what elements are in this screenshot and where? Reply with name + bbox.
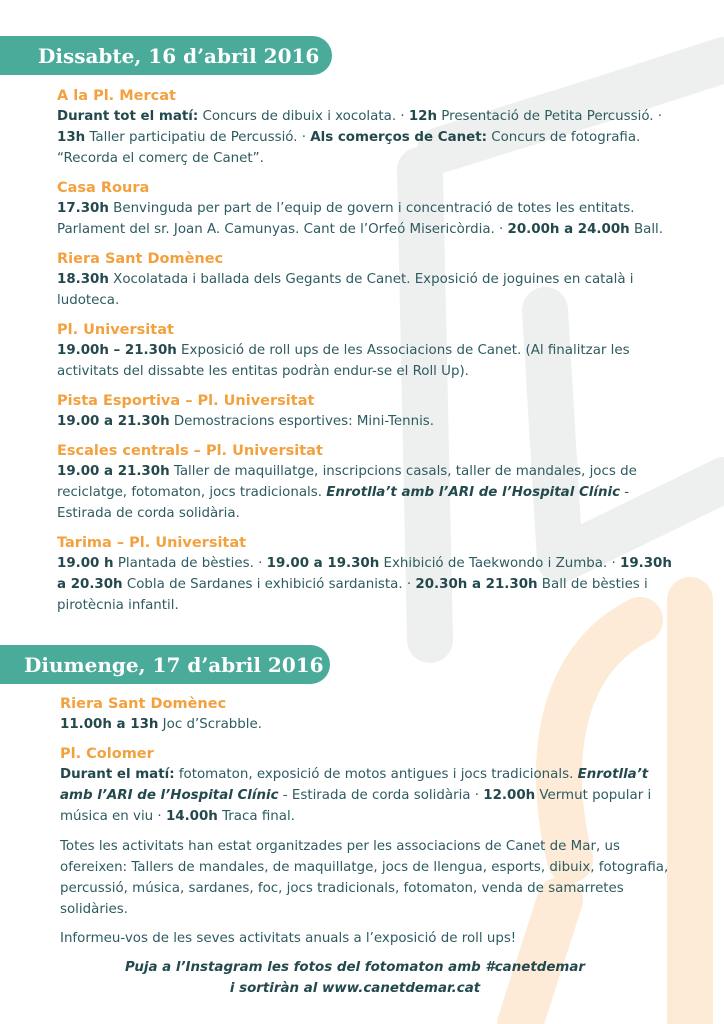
day1-event-details [57, 461, 677, 524]
time-label: 11.00h a 13h [60, 717, 159, 732]
event-text: Taller de maquillatge, inscripcions casals, taller de mandales, jocs de reciclatge, fotomaton, jocs tradicionals. [57, 464, 637, 500]
time-label: 19.00 a 21.30h [57, 414, 170, 429]
footer-line-1: Puja a l’Instagram les fotos del fotomaton amb #canetdemar [125, 960, 585, 975]
day1-event-details [57, 198, 677, 240]
day2-location-heading: Pl. Colomer [60, 746, 154, 762]
time-label: Als comerços de Canet: [310, 130, 487, 145]
time-label: 20.00h a 24.00h [507, 222, 630, 237]
day1-location-heading: Tarima – Pl. Universitat [57, 535, 247, 551]
time-label: 13h [57, 130, 86, 145]
time-label: Durant tot el matí: [57, 109, 199, 124]
day2-section [60, 694, 680, 999]
time-label: 19.00 a 21.30h [57, 464, 170, 479]
time-label: Durant el matí: [60, 767, 175, 782]
event-text: Presentació de Petita Percussió. · [437, 109, 663, 124]
time-label: 18.30h [57, 272, 109, 287]
event-text: Exposició de roll ups de les Associacions de Canet. (Al finalitzar les activitats del dissabte les entitas podràn endur-se el Roll Up). [57, 343, 630, 379]
time-label: 20.30h a 21.30h [415, 577, 538, 592]
day2-event-details [60, 714, 680, 735]
event-text: Ball. [629, 222, 664, 237]
time-label: 19.30h a 20.30h [57, 556, 672, 592]
event-text: Benvinguda per part de l’equip de govern i concentració de totes les entitats. Parlament del sr. Joan A. Camunyas. Cant de l’Orfeó Misericòrdia. · [57, 201, 635, 237]
day1-event-details [57, 411, 677, 432]
event-text: Taller participatiu de Percussió. · [85, 130, 311, 145]
event-text: Concurs de dibuix i xocolata. · [198, 109, 409, 124]
time-label: 19.00 h [57, 556, 114, 571]
day2-location-heading: Riera Sant Domènec [60, 696, 227, 712]
event-text: Demostracions esportives: Mini-Tennis. [169, 414, 435, 429]
footer-line-2: i sortiràn al www.canetdemar.cat [229, 981, 481, 996]
event-text: fotomaton, exposició de motos antigues i jocs tradicionals. [174, 767, 578, 782]
day1-event-details [57, 106, 677, 169]
day2-event-details [60, 764, 680, 827]
highlight-text: Enrotlla’t amb l’ARI de l’Hospital Clínic [60, 767, 649, 803]
time-label: 19.00h – 21.30h [57, 343, 177, 358]
time-label: 19.00 a 19.30h [266, 556, 380, 571]
day2-blocks [60, 694, 680, 827]
day2-banner: Diumenge, 17 d’abril 2016 [0, 645, 330, 684]
event-text: Exhibició de Taekwondo i Zumba. · [379, 556, 621, 571]
event-text: - Estirada de corda solidària. [57, 485, 630, 521]
note-paragraph-1: Totes les activitats han estat organitzades per les associacions de Canet de Mar, us ofereixen: Tallers de mandales, de maquillatge, jocs de llengua, esports, dibuix, fotografia, percussió, música, sardanes, foc, jocs tradicionals, fotomaton, venda de samarretes solidàries. [60, 839, 669, 917]
highlight-wrapper [326, 485, 620, 500]
day1-location-heading: Casa Roura [57, 180, 150, 196]
time-label: 12h [408, 109, 438, 124]
day1-event-details [57, 269, 677, 311]
time-label: 12.00h [483, 788, 536, 803]
event-text: Vermut popular i música en viu · [60, 788, 652, 824]
event-text: Plantada de bèsties. · [113, 556, 267, 571]
event-text: Ball de bèsties i pirotècnia infantil. [57, 577, 648, 613]
instagram-footer [60, 957, 650, 999]
event-text: Joc d’Scrabble. [158, 717, 262, 732]
day1-location-heading: Pista Esportiva – Pl. Universitat [57, 393, 315, 409]
day1-section [57, 86, 677, 625]
event-text: Xocolatada i ballada dels Gegants de Canet. Exposició de joguines en català i ludoteca. [57, 272, 634, 308]
day1-event-details [57, 553, 677, 616]
time-label: 14.00h [165, 809, 218, 824]
note-paragraph-2: Informeu-vos de les seves activitats anuals a l’exposició de roll ups! [60, 931, 517, 946]
event-text: Concurs de fotografia. “Recorda el comerç de Canet”. [57, 130, 641, 166]
time-label: 17.30h [57, 201, 109, 216]
day1-banner: Dissabte, 16 d’abril 2016 [0, 36, 332, 75]
day1-event-details [57, 340, 677, 382]
day1-location-heading: A la Pl. Mercat [57, 88, 176, 104]
event-text: - Estirada de corda solidària · [278, 788, 484, 803]
day1-location-heading: Escales centrals – Pl. Universitat [57, 443, 323, 459]
event-text: Traca final. [217, 809, 295, 824]
highlight-text: Enrotlla’t amb l’ARI de l’Hospital Clínic [326, 485, 621, 500]
day1-location-heading: Pl. Universitat [57, 322, 174, 338]
event-text: Cobla de Sardanes i exhibició sardanista. · [122, 577, 416, 592]
day1-location-heading: Riera Sant Domènec [57, 251, 224, 267]
